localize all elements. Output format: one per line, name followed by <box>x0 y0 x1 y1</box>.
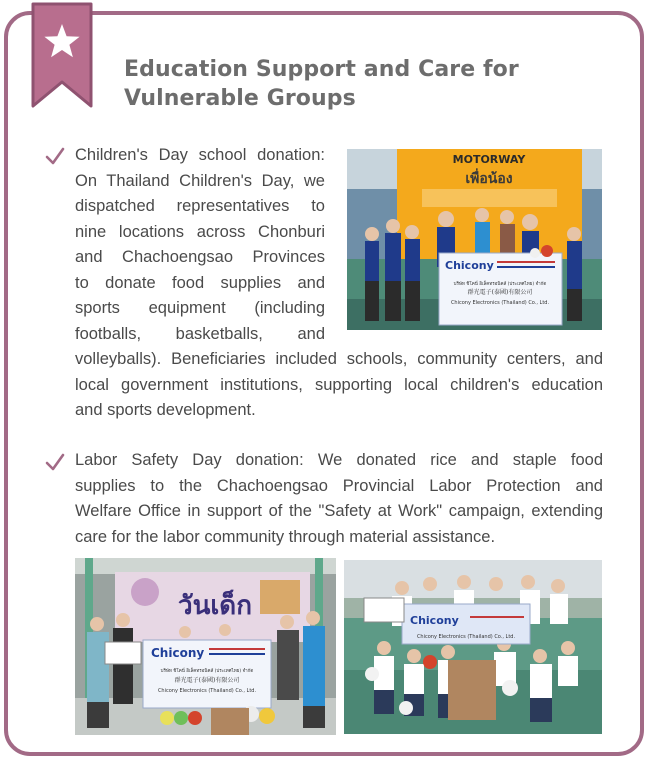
paragraph-line: dispatched representatives to <box>75 197 325 215</box>
children-day-photo <box>347 149 602 330</box>
sign-logo: Chicony <box>445 259 494 272</box>
section-title-line: Vulnerable Groups <box>124 86 356 111</box>
paragraph-line: and sports development. <box>75 401 256 419</box>
paragraph-line: to donate food supplies and <box>75 273 325 292</box>
paragraph-line: sports equipment (including <box>75 299 325 317</box>
paragraph-line: On Thailand Children's Day, we <box>75 171 325 190</box>
banner-thai-text: เพื่อน้อง <box>465 171 513 187</box>
donation-photo-right <box>344 560 602 734</box>
banner-thai-text: วันเด็ก <box>178 591 252 621</box>
children-day-paragraph <box>75 143 325 347</box>
paragraph-line: Welfare Office in support of the "Safety at Work" campaign, extending <box>75 502 603 520</box>
sign-english-text: Chicony Electronics (Thailand) Co., Ltd. <box>416 634 516 640</box>
paragraph-line: care for the labor community through material assistance. <box>75 527 496 546</box>
sign-chinese-text: 群光電子(泰國)有限公司 <box>467 289 533 296</box>
paragraph-line: local government institutions, supporting local children's education <box>75 375 603 394</box>
paragraph-line: supplies to the Chachoengsao Provincial Labor Protection and <box>75 476 603 495</box>
sign-thai-text: บริษัท ชิโคนี่ อิเล็คทรอนิคส์ (ประเทศไทย) จำกัด <box>160 669 254 674</box>
paragraph-line: volleyballs). Beneficiaries included schools, community centers, and <box>75 350 603 368</box>
star-ribbon-icon <box>30 2 94 110</box>
sign-english-text: Chicony Electronics (Thailand) Co., Ltd. <box>157 688 257 694</box>
donation-photo-left <box>75 558 336 735</box>
children-day-paragraph-cont <box>75 347 603 424</box>
sign-chinese-text: 群光電子(泰國)有限公司 <box>174 677 240 684</box>
paragraph-line: and Chachoengsao Provinces <box>75 248 325 266</box>
paragraph-line: Labor Safety Day donation: We donated rice and staple food <box>75 451 603 469</box>
sign-logo: Chicony <box>410 614 459 627</box>
section-title <box>124 55 584 113</box>
paragraph-line: Children's Day school donation: <box>75 146 325 164</box>
section-title-line: Education Support and Care for <box>124 57 519 82</box>
sign-english-text: Chicony Electronics (Thailand) Co., Ltd. <box>450 300 550 306</box>
paragraph-line: nine locations across Chonburi <box>75 222 325 241</box>
checkmark-icon <box>45 452 65 472</box>
checkmark-icon <box>45 146 65 166</box>
sign-logo: Chicony <box>151 646 205 660</box>
labor-safety-paragraph <box>75 448 603 550</box>
paragraph-line: footballs, basketballs, and <box>75 324 325 343</box>
banner-top-text: MOTORWAY <box>452 153 526 166</box>
sign-thai-text: บริษัท ชิโคนี่ อิเล็คทรอนิคส์ (ประเทศไทย) จำกัด <box>453 282 547 287</box>
